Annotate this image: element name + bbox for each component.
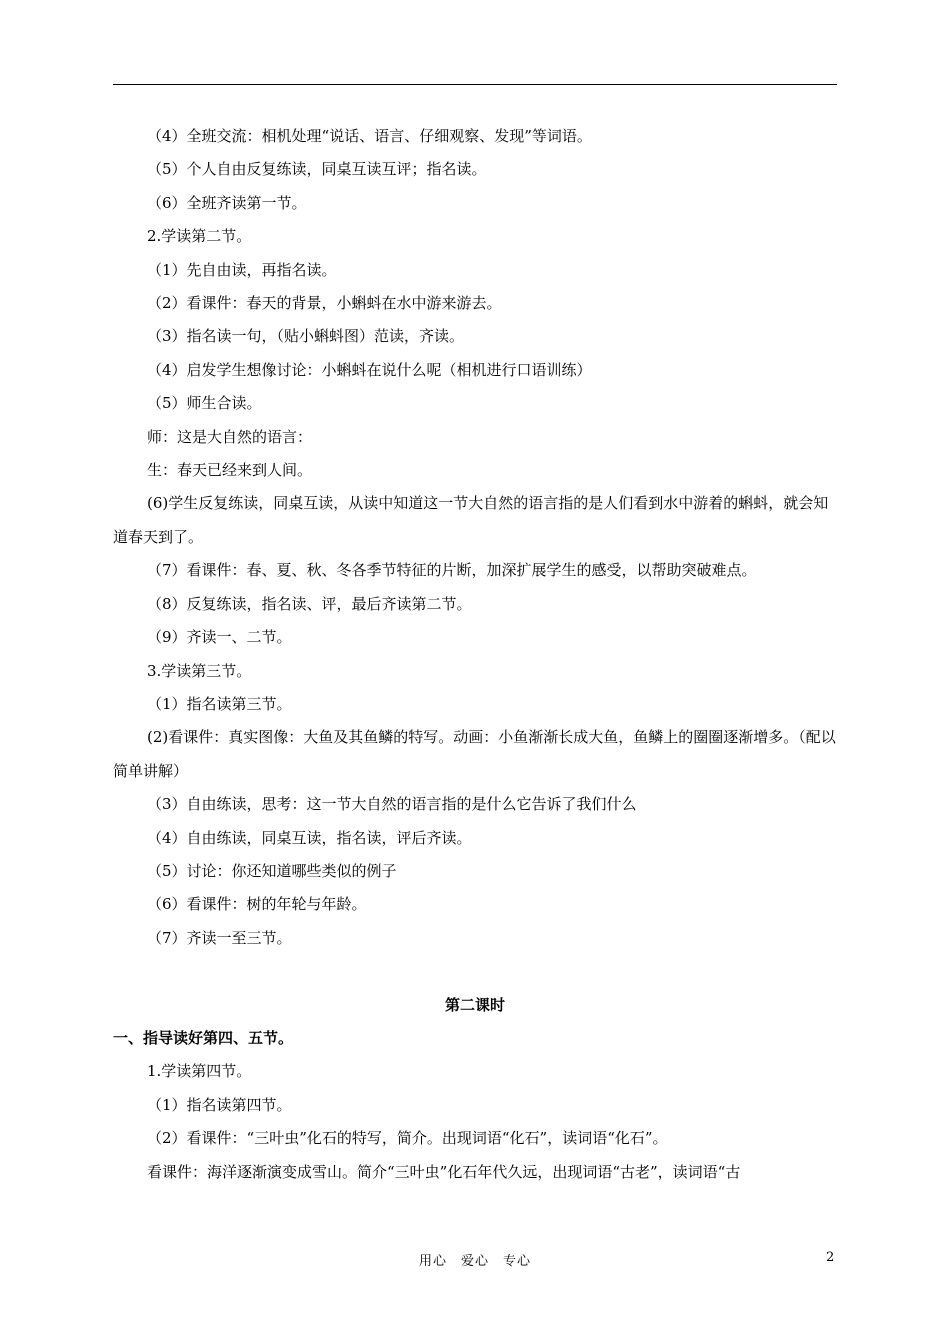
- paragraph-wrapped: (2)看课件：真实图像：大鱼及其鱼鳞的特写。动画：小鱼渐渐长成大鱼，鱼鳞上的圈圈逐渐增多。（配以简单讲解）: [113, 728, 836, 780]
- paragraph: （4）全班交流：相机处理“说话、语言、仔细观察、发现”等词语。: [147, 127, 592, 145]
- paragraph: （4）自由练读，同桌互读，指名读，评后齐读。: [147, 828, 472, 847]
- blank-line: [113, 955, 837, 988]
- document-body: [113, 120, 837, 1189]
- paragraph: （2）看课件：“三叶虫”化石的特写，简介。出现词语“化石”，读词语“化石”。: [147, 1129, 668, 1148]
- footer-motto: 用心 爱心 专心: [418, 1254, 531, 1269]
- paragraph: （6）看课件：树的年轮与年龄。: [147, 895, 367, 914]
- paragraph: （1）指名读第四节。: [147, 1095, 292, 1114]
- header-rule: [113, 84, 837, 85]
- paragraph: 3.学读第三节。: [147, 661, 252, 680]
- paragraph: 生：春天已经来到人间。: [147, 461, 313, 480]
- paragraph: （5）个人自由反复练读，同桌互读互评；指名读。: [147, 160, 487, 179]
- paragraph: （7）齐读一至三节。: [147, 928, 292, 947]
- paragraph: 看课件：海洋逐渐演变成雪山。简介“三叶虫”化石年代久远，出现词语“古老”，读词语“古: [147, 1162, 741, 1181]
- paragraph: （5）师生合读。: [147, 394, 262, 413]
- paragraph: （4）启发学生想像讨论：小蝌蚪在说什么呢（相机进行口语训练）: [147, 360, 592, 379]
- paragraph: （3）指名读一句，（贴小蝌蚪图）范读，齐读。: [147, 327, 465, 346]
- paragraph-wrapped: (6)学生反复练读，同桌互读，从读中知道这一节大自然的语言指的是人们看到水中游着的蝌蚪，就会知道春天到了。: [113, 494, 829, 546]
- paragraph: （5）讨论：你还知道哪些类似的例子: [147, 861, 397, 880]
- paragraph: 2.学读第二节。: [147, 227, 252, 246]
- paragraph: （1）指名读第三节。: [147, 694, 292, 713]
- section-title: 第二课时: [444, 995, 505, 1014]
- paragraph: （9）齐读一、二节。: [147, 628, 292, 647]
- paragraph: （3）自由练读，思考：这一节大自然的语言指的是什么它告诉了我们什么: [147, 795, 637, 814]
- paragraph: （1）先自由读，再指名读。: [147, 260, 337, 279]
- section-heading: 一、指导读好第四、五节。: [113, 1028, 294, 1047]
- paragraph: （2）看课件：春天的背景，小蝌蚪在水中游来游去。: [147, 294, 502, 313]
- paragraph: （8）反复练读，指名读、评，最后齐读第二节。: [147, 594, 472, 613]
- paragraph: （6）全班齐读第一节。: [147, 193, 307, 212]
- page-number: 2: [826, 1250, 835, 1265]
- paragraph: （7）看课件：春、夏、秋、冬各季节特征的片断，加深扩展学生的感受，以帮助突破难点。: [147, 561, 757, 580]
- paragraph: 师：这是大自然的语言：: [147, 427, 313, 446]
- paragraph: 1.学读第四节。: [147, 1062, 252, 1081]
